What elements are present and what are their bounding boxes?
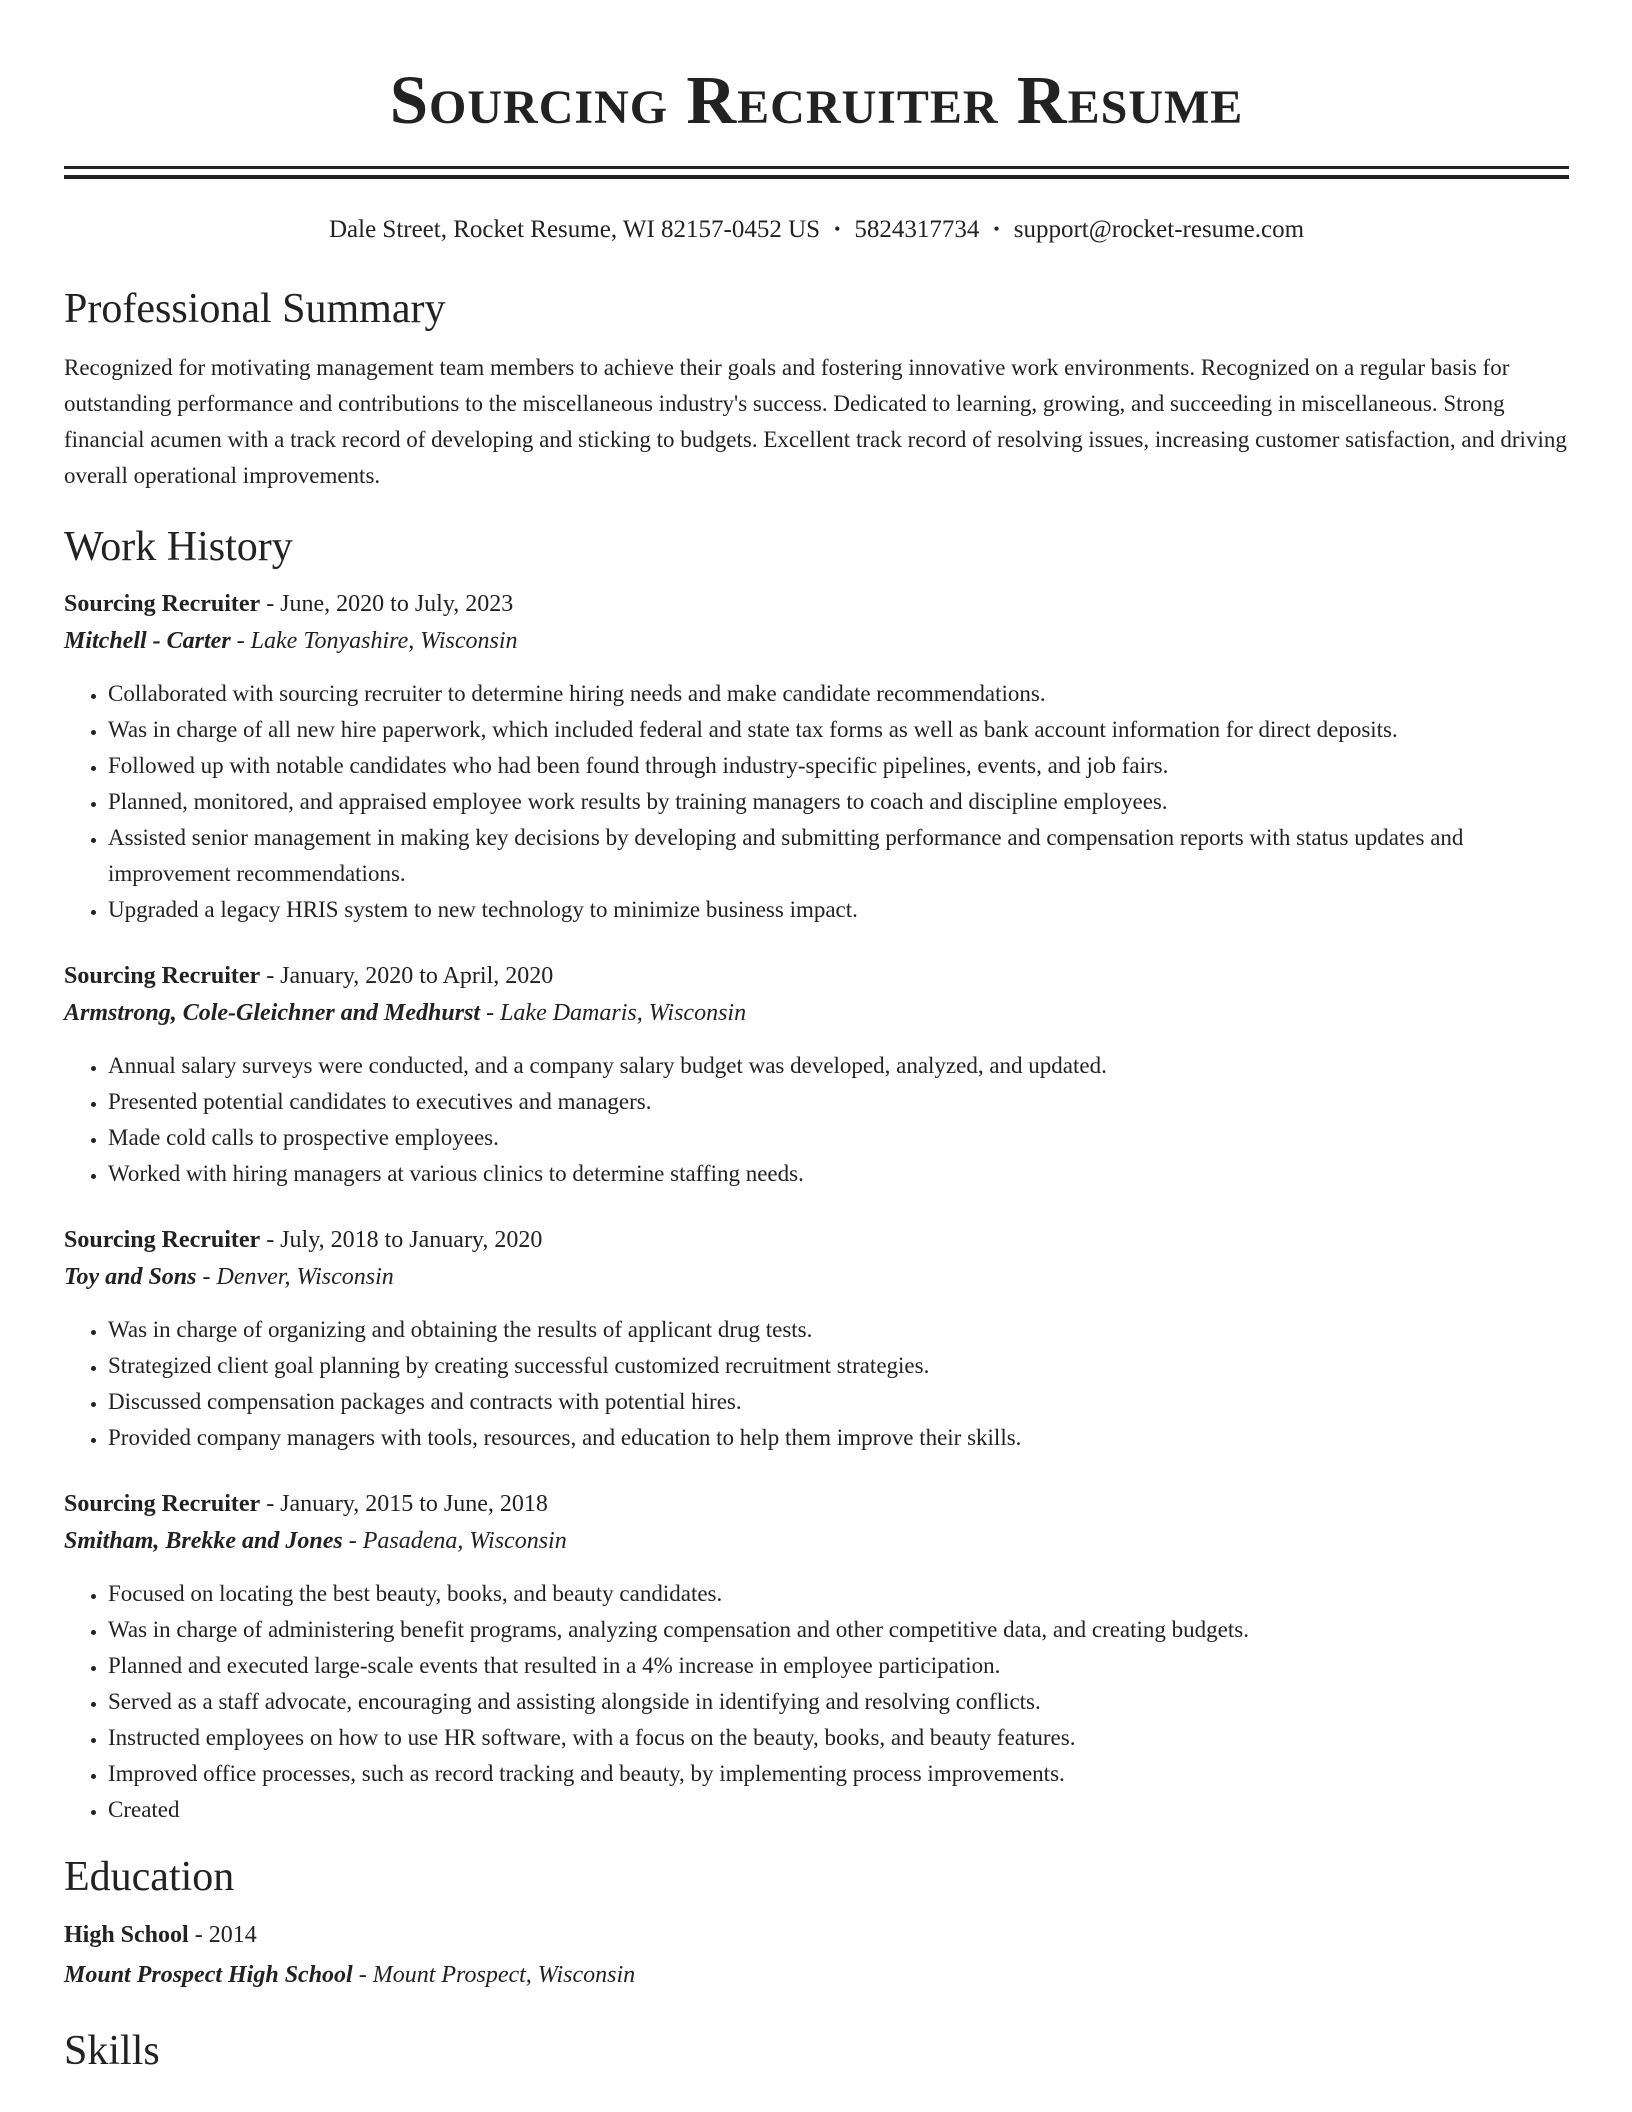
job-bullet: • Collaborated with sourcing recruiter to determine hiring needs and make candidate recommendations. bbox=[108, 676, 1569, 712]
job-company-line bbox=[64, 1258, 1569, 1296]
job-company-line bbox=[64, 994, 1569, 1032]
job-company: Toy and Sons bbox=[64, 1264, 197, 1290]
contact-separator: • bbox=[993, 219, 1000, 239]
job-entry bbox=[64, 1486, 1569, 1828]
job-dates: - June, 2020 to July, 2023 bbox=[266, 591, 514, 617]
education-school-line bbox=[64, 1956, 1569, 1994]
job-company: Smitham, Brekke and Jones bbox=[64, 1528, 343, 1554]
summary-heading: Professional Summary bbox=[64, 286, 446, 332]
contact-email: support@rocket-resume.com bbox=[1013, 216, 1305, 243]
job-company-line bbox=[64, 622, 1569, 660]
education-year: - 2014 bbox=[194, 1922, 257, 1948]
contact-phone: 5824317734 bbox=[854, 216, 980, 243]
job-bullet: • Was in charge of organizing and obtaining the results of applicant drug tests. bbox=[108, 1312, 1569, 1348]
job-bullet: • Provided company managers with tools, resources, and education to help them improve their skills. bbox=[108, 1420, 1569, 1456]
job-location: - Lake Damaris, Wisconsin bbox=[486, 1000, 747, 1026]
job-company-line bbox=[64, 1522, 1569, 1560]
contact-line bbox=[64, 213, 1569, 246]
skills-heading: Skills bbox=[64, 2028, 160, 2074]
job-title-line bbox=[64, 1222, 1569, 1258]
work-history-list bbox=[64, 586, 1569, 1828]
job-bullet: • Focused on locating the best beauty, books, and beauty candidates. bbox=[108, 1576, 1569, 1612]
job-location: - Lake Tonyashire, Wisconsin bbox=[236, 628, 518, 654]
job-dates: - July, 2018 to January, 2020 bbox=[266, 1227, 543, 1253]
contact-separator: • bbox=[834, 219, 841, 239]
job-title: Sourcing Recruiter bbox=[64, 1227, 261, 1253]
job-bullet: • Strategized client goal planning by creating successful customized recruitment strategies. bbox=[108, 1348, 1569, 1384]
job-location: - Denver, Wisconsin bbox=[202, 1264, 394, 1290]
job-title: Sourcing Recruiter bbox=[64, 1491, 261, 1517]
education-heading: Education bbox=[64, 1854, 235, 1900]
title-rule-thin bbox=[64, 166, 1569, 169]
job-company: Armstrong, Cole-Gleichner and Medhurst bbox=[64, 1000, 481, 1026]
job-title-line bbox=[64, 1486, 1569, 1522]
education-school: Mount Prospect High School bbox=[64, 1962, 353, 1988]
education-degree: High School bbox=[64, 1922, 189, 1948]
job-bullet: • Served as a staff advocate, encouraging and assisting alongside in identifying and resolving conflicts. bbox=[108, 1684, 1569, 1720]
job-bullet: • Presented potential candidates to executives and managers. bbox=[108, 1084, 1569, 1120]
job-dates: - January, 2015 to June, 2018 bbox=[266, 1491, 548, 1517]
work-history-heading: Work History bbox=[64, 524, 293, 570]
job-bullet: • Upgraded a legacy HRIS system to new technology to minimize business impact. bbox=[108, 892, 1569, 928]
education-degree-line bbox=[64, 1916, 1569, 1954]
job-bullet-list bbox=[64, 1576, 1569, 1828]
job-title-line bbox=[64, 586, 1569, 622]
job-title: Sourcing Recruiter bbox=[64, 963, 261, 989]
job-bullet: • Was in charge of all new hire paperwork, which included federal and state tax forms as well as bank account information for direct deposits. bbox=[108, 712, 1569, 748]
job-entry bbox=[64, 1222, 1569, 1456]
job-title: Sourcing Recruiter bbox=[64, 591, 261, 617]
job-bullet: • Discussed compensation packages and contracts with potential hires. bbox=[108, 1384, 1569, 1420]
summary-text: Recognized for motivating management team members to achieve their goals and fostering innovative work environments. Recognized on a regular basis for outstanding performance and contributions to the miscellaneous industry's success. Dedicated to learning, growing, and succeeding in miscellaneous. Strong financial acumen with a track record of developing and sticking to budgets. Excellent track record of resolving issues, increasing customer satisfaction, and driving overall operational improvements. bbox=[64, 355, 1567, 488]
job-bullet-list bbox=[64, 676, 1569, 928]
resume-body bbox=[64, 0, 1569, 2078]
job-bullet: • Planned, monitored, and appraised employee work results by training managers to coach and discipline employees. bbox=[108, 784, 1569, 820]
job-bullet-list bbox=[64, 1312, 1569, 1456]
job-bullet: • Instructed employees on how to use HR software, with a focus on the beauty, books, and beauty features. bbox=[108, 1720, 1569, 1756]
job-bullet: • Improved office processes, such as record tracking and beauty, by implementing process improvements. bbox=[108, 1756, 1569, 1792]
title-rule-thick bbox=[64, 175, 1569, 179]
job-bullet: • Followed up with notable candidates who had been found through industry-specific pipelines, events, and job fairs. bbox=[108, 748, 1569, 784]
job-entry bbox=[64, 586, 1569, 928]
job-bullet: • Made cold calls to prospective employees. bbox=[108, 1120, 1569, 1156]
job-bullet: • Worked with hiring managers at various clinics to determine staffing needs. bbox=[108, 1156, 1569, 1192]
job-bullet: • Created bbox=[108, 1792, 1569, 1828]
job-bullet: • Assisted senior management in making key decisions by developing and submitting performance and compensation reports with status updates and improvement recommendations. bbox=[108, 820, 1569, 892]
job-bullet-list bbox=[64, 1048, 1569, 1192]
job-bullet: • Was in charge of administering benefit programs, analyzing compensation and other competitive data, and creating budgets. bbox=[108, 1612, 1569, 1648]
job-location: - Pasadena, Wisconsin bbox=[348, 1528, 567, 1554]
education-location: - Mount Prospect, Wisconsin bbox=[358, 1962, 636, 1988]
job-dates: - January, 2020 to April, 2020 bbox=[266, 963, 554, 989]
job-title-line bbox=[64, 958, 1569, 994]
job-entry bbox=[64, 958, 1569, 1192]
resume-title: Sourcing Recruiter Resume bbox=[389, 62, 1244, 138]
job-company: Mitchell - Carter bbox=[64, 628, 231, 654]
job-bullet: • Planned and executed large-scale events that resulted in a 4% increase in employee participation. bbox=[108, 1648, 1569, 1684]
job-bullet: • Annual salary surveys were conducted, and a company salary budget was developed, analyzed, and updated. bbox=[108, 1048, 1569, 1084]
contact-address: Dale Street, Rocket Resume, WI 82157-0452 US bbox=[328, 216, 821, 243]
